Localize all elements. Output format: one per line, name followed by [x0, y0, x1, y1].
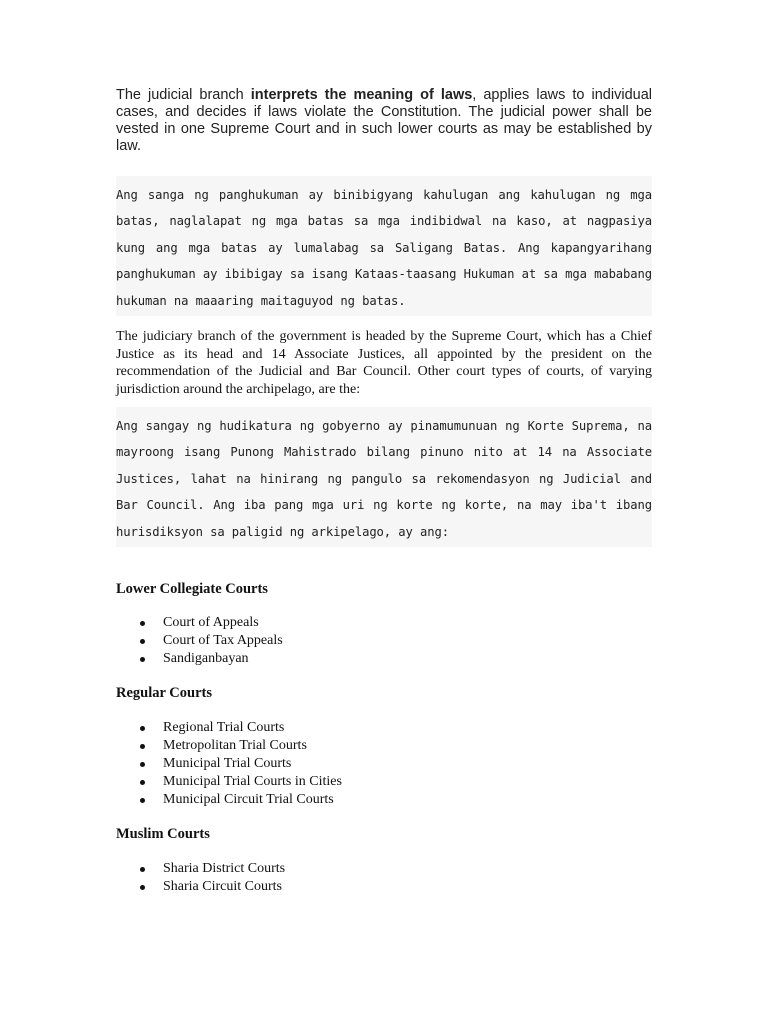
list-item [116, 773, 652, 791]
judiciary-paragraph: The judiciary branch of the government is headed by the Supreme Court, which has a Chief Justice as its head and 14 Associate Justices, all appointed by the president on the recommendation of the Judicial and Bar Council. Other court types of courts, of varying jurisdiction around the archipelago, are the: [116, 329, 652, 397]
bullet-icon [140, 726, 145, 731]
list-item [116, 632, 652, 650]
bullet-icon [140, 867, 145, 872]
list-item [116, 650, 652, 668]
intro-text-bold: interprets the meaning of laws [250, 87, 473, 103]
list-item [116, 737, 652, 755]
section-heading: Muslim Courts [116, 826, 210, 843]
bullet-icon [140, 657, 145, 662]
intro-text-after: , applies laws to individual cases, and decides if laws violate the Constitution. The judicial power shall be vested in one Supreme Court and in such lower courts as may be established by law. [116, 87, 652, 154]
spacer [116, 702, 652, 719]
bullet-icon [140, 780, 145, 785]
spacer [116, 547, 652, 580]
filipino-translation-1: Ang sanga ng panghukuman ay binibigyang kahulugan ang kahulugan ng mga batas, naglalapat ng mga batas sa mga indibidwal na kaso, at nagpasiya kung ang mga batas ay lumalabag sa Saligang Batas. Ang kapangyarihang panghukuman ay ibibigay sa isang Kataas-taasang Hukuman at sa mga mababang hukuman na maaaring maitaguyod ng batas. [116, 176, 652, 316]
list-item [116, 878, 652, 896]
section-heading: Lower Collegiate Courts [116, 581, 268, 598]
court-list [116, 614, 652, 668]
list-item [116, 719, 652, 737]
list-item-label: Municipal Circuit Trial Courts [163, 792, 334, 808]
bullet-icon [140, 885, 145, 890]
intro-text-before: The judicial branch [116, 87, 251, 103]
filipino-translation-2: Ang sangay ng hudikatura ng gobyerno ay pinamumunuan ng Korte Suprema, na mayroong isang Punong Mahistrado bilang pinuno nito at 14 na Associate Justices, lahat na hinirang ng pangulo sa rekomendasyon ng Judicial and Bar Council. Ang iba pang mga uri ng korte ng korte, na may iba't ibang hurisdiksyon sa paligid ng arkipelago, ay ang: [116, 407, 652, 547]
spacer [116, 809, 652, 825]
spacer [116, 598, 652, 614]
bullet-icon [140, 762, 145, 767]
list-item-label: Municipal Trial Courts in Cities [163, 774, 342, 790]
section-heading: Regular Courts [116, 685, 212, 702]
bullet-icon [140, 798, 145, 803]
bullet-icon [140, 744, 145, 749]
spacer [116, 398, 652, 407]
document-body [116, 87, 652, 896]
list-item-label: Municipal Trial Courts [163, 756, 292, 772]
list-item [116, 860, 652, 878]
list-item [116, 755, 652, 773]
list-item-label: Sharia Circuit Courts [163, 879, 282, 895]
intro-paragraph [116, 87, 652, 155]
list-item-label: Court of Appeals [163, 615, 259, 631]
list-item-label: Sandiganbayan [163, 651, 249, 667]
court-list [116, 860, 652, 896]
list-item [116, 791, 652, 809]
spacer [116, 316, 652, 326]
spacer [116, 843, 652, 860]
bullet-icon [140, 621, 145, 626]
court-list [116, 719, 652, 809]
spacer [116, 668, 652, 684]
list-item-label: Metropolitan Trial Courts [163, 738, 307, 754]
bullet-icon [140, 639, 145, 644]
list-item-label: Court of Tax Appeals [163, 633, 283, 649]
list-item-label: Sharia District Courts [163, 861, 286, 877]
list-item-label: Regional Trial Courts [163, 720, 285, 736]
list-item [116, 614, 652, 632]
